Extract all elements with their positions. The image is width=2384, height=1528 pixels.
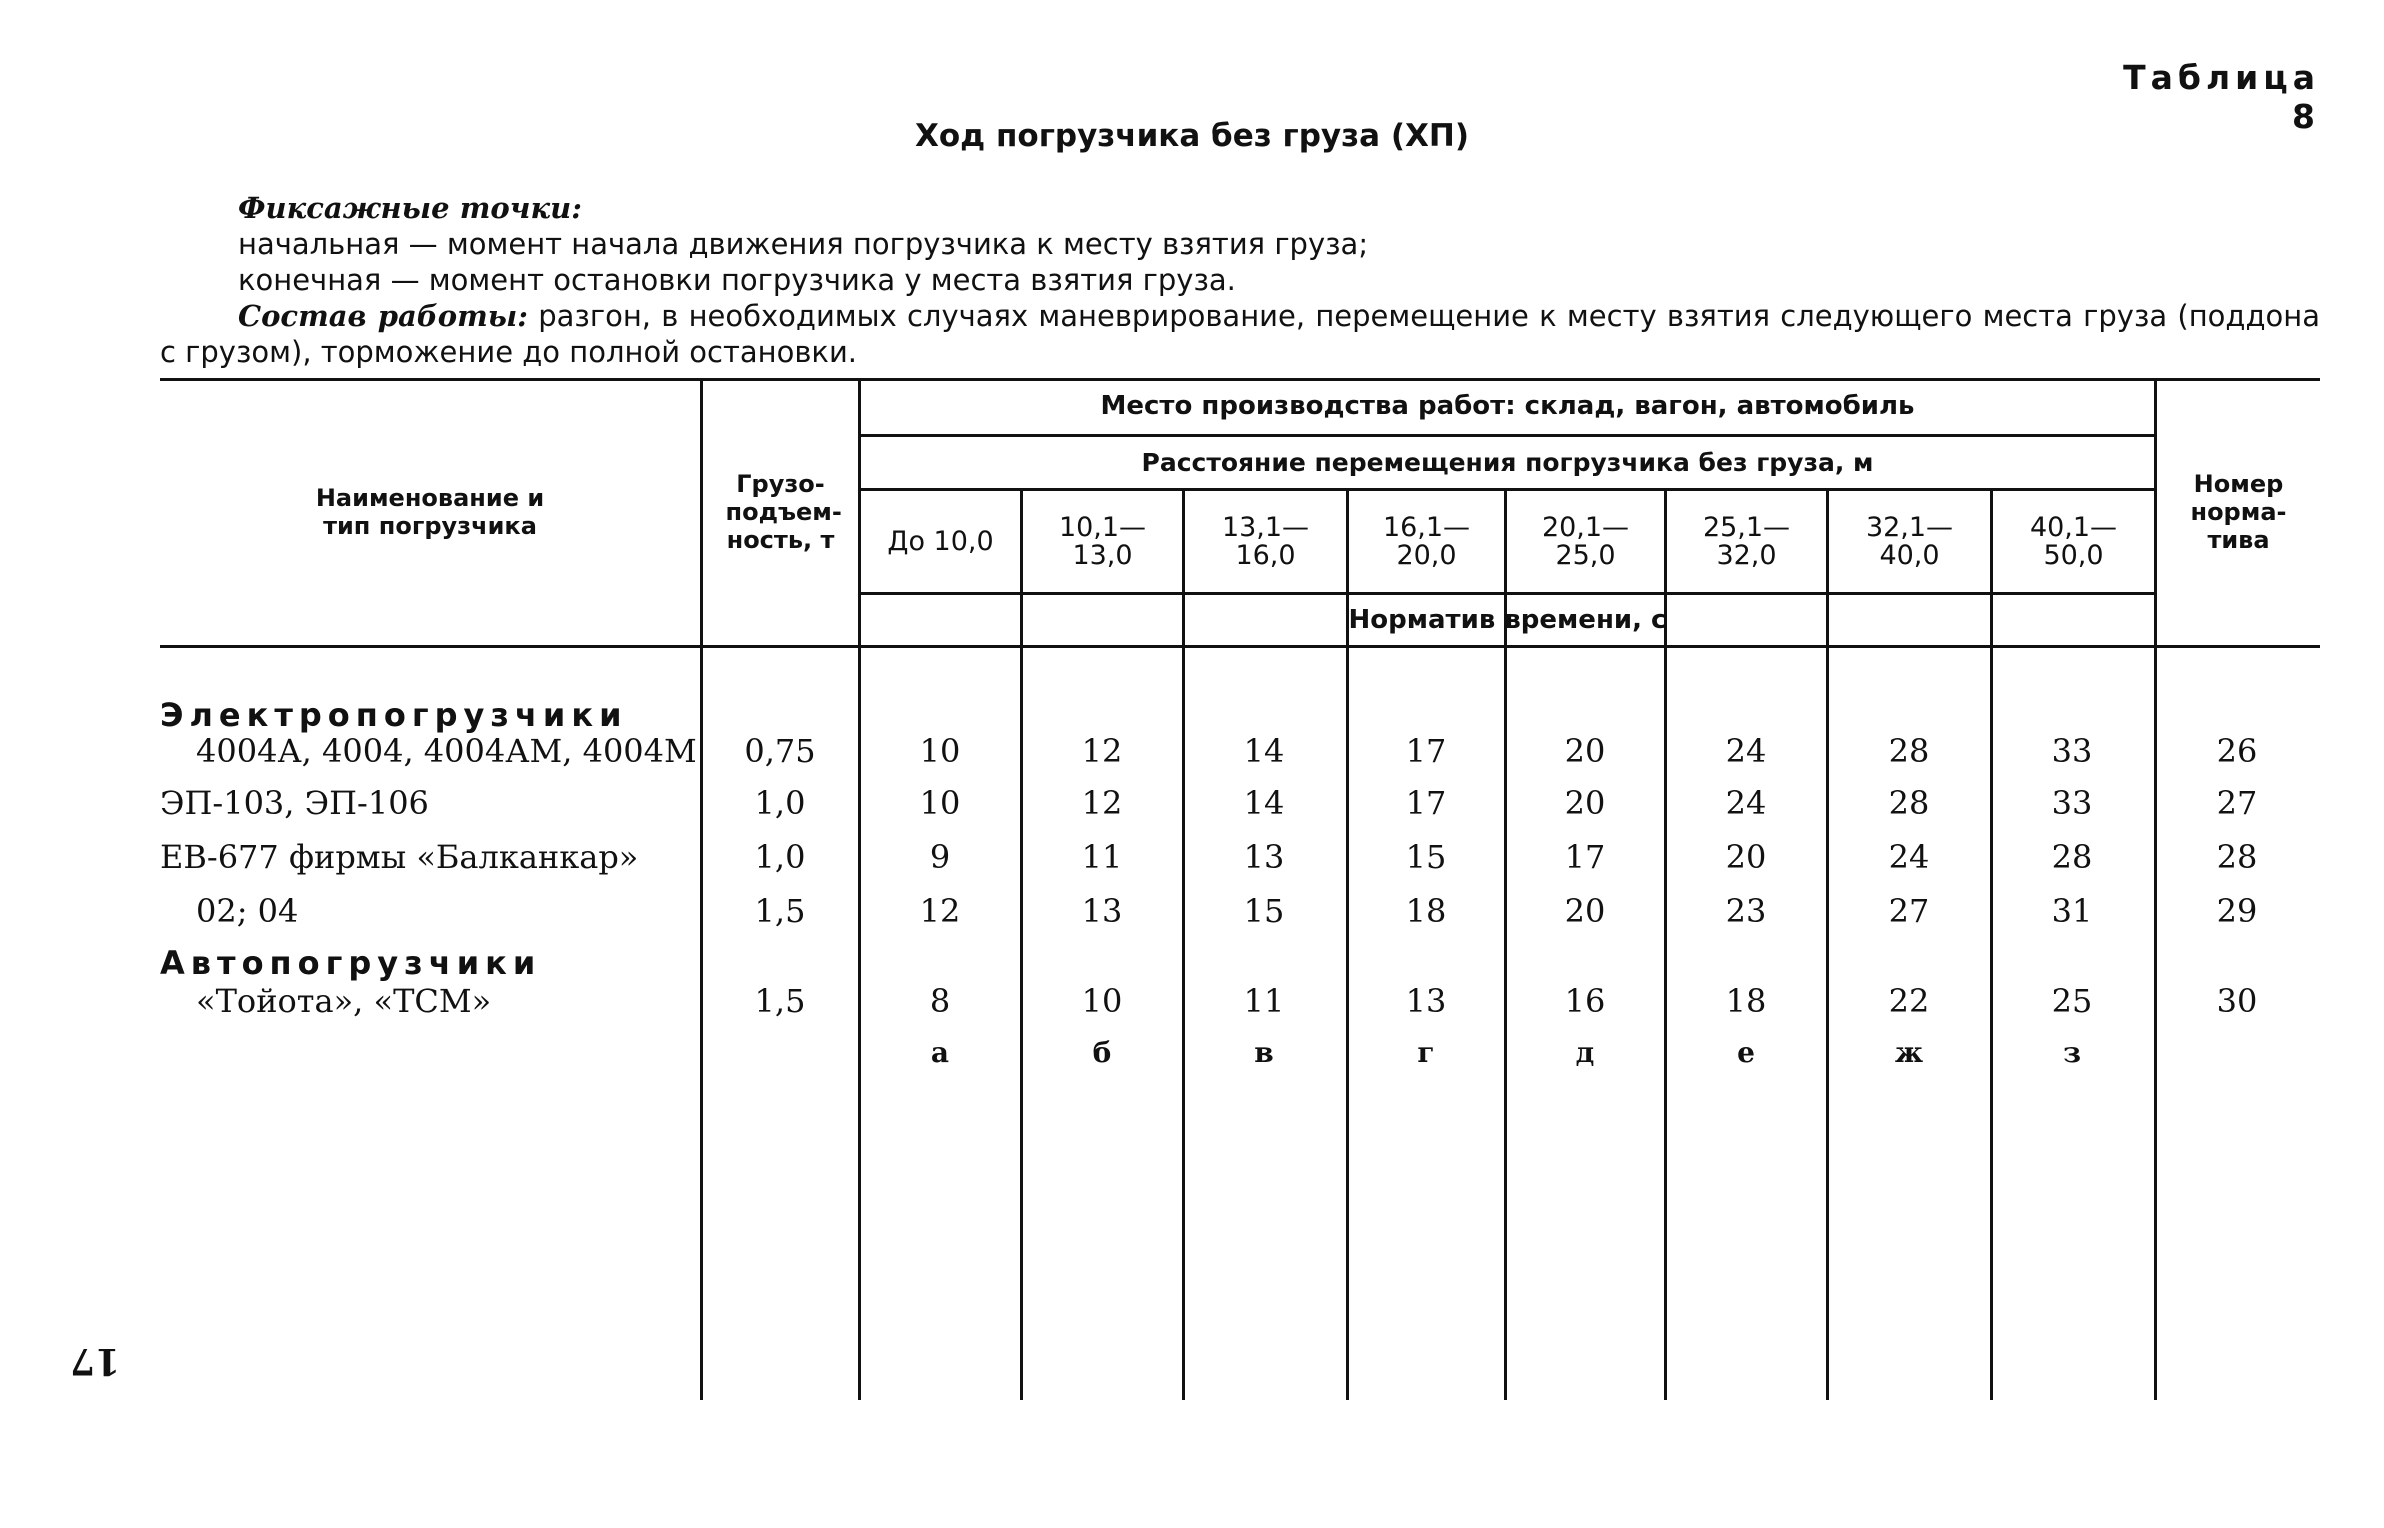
page-number: 17 bbox=[70, 1340, 121, 1382]
row-norm-number: 26 bbox=[2216, 732, 2258, 770]
header-norm-time: Норматив времени, с bbox=[1348, 605, 1667, 635]
header-name: Наименование и тип погрузчика bbox=[315, 483, 545, 540]
row-value: 23 bbox=[1725, 892, 1767, 930]
row-capacity: 0,75 bbox=[744, 732, 816, 770]
header-norm-no: Номер норма-тива bbox=[2190, 469, 2287, 554]
row-value: 12 bbox=[1081, 732, 1123, 770]
row-value: 16 bbox=[1564, 982, 1606, 1020]
row-value: 24 bbox=[1725, 732, 1767, 770]
row-value: 28 bbox=[2051, 838, 2093, 876]
row-capacity: 1,5 bbox=[754, 982, 806, 1020]
row-value: 13 bbox=[1405, 982, 1447, 1020]
header-place: Место производства работ: склад, вагон, автомобиль bbox=[1100, 391, 1915, 421]
header-distance: Расстояние перемещения погрузчика без груза, м bbox=[1141, 447, 1874, 477]
row-capacity: 1,0 bbox=[754, 784, 806, 822]
work-composition bbox=[160, 298, 2320, 370]
column-letter: е bbox=[1737, 1036, 1755, 1069]
work-text: разгон, в необходимых случаях маневрирование, перемещение к месту взятия следующего места груза (поддона с грузом), торможение до полной остановки. bbox=[160, 299, 2320, 369]
fix-start: начальная — момент начала движения погрузчика к месту взятия груза; bbox=[238, 227, 1369, 261]
range-1: 10,1—13,0 bbox=[1058, 511, 1147, 571]
row-value: 11 bbox=[1243, 982, 1285, 1020]
row-capacity: 1,0 bbox=[754, 838, 806, 876]
work-label: Состав работы: bbox=[238, 299, 528, 333]
row-value: 31 bbox=[2051, 892, 2093, 930]
row-name: 4004А, 4004, 4004АМ, 4004М bbox=[196, 732, 697, 770]
column-letter: в bbox=[1254, 1036, 1274, 1069]
column-letter: ж bbox=[1894, 1036, 1924, 1069]
intro bbox=[160, 190, 2320, 298]
row-value: 10 bbox=[919, 784, 961, 822]
row-value: 10 bbox=[1081, 982, 1123, 1020]
row-value: 25 bbox=[2051, 982, 2093, 1020]
fix-label: Фиксажные точки: bbox=[238, 191, 582, 225]
range-3: 16,1—20,0 bbox=[1382, 511, 1471, 571]
row-value: 12 bbox=[919, 892, 961, 930]
row-value: 15 bbox=[1405, 838, 1447, 876]
range-0: До 10,0 bbox=[887, 525, 994, 557]
row-value: 8 bbox=[929, 982, 951, 1020]
row-norm-number: 29 bbox=[2216, 892, 2258, 930]
row-capacity: 1,5 bbox=[754, 892, 806, 930]
row-value: 28 bbox=[1888, 732, 1930, 770]
row-value: 9 bbox=[929, 838, 951, 876]
row-value: 27 bbox=[1888, 892, 1930, 930]
row-value: 20 bbox=[1564, 784, 1606, 822]
row-value: 14 bbox=[1243, 784, 1285, 822]
row-value: 12 bbox=[1081, 784, 1123, 822]
row-value: 18 bbox=[1405, 892, 1447, 930]
row-value: 10 bbox=[919, 732, 961, 770]
row-value: 13 bbox=[1081, 892, 1123, 930]
range-6: 32,1—40,0 bbox=[1865, 511, 1954, 571]
column-letter: г bbox=[1417, 1036, 1435, 1069]
row-value: 17 bbox=[1405, 732, 1447, 770]
row-norm-number: 27 bbox=[2216, 784, 2258, 822]
column-letter: з bbox=[2063, 1036, 2081, 1069]
row-value: 33 bbox=[2051, 784, 2093, 822]
column-letter: б bbox=[1092, 1036, 1112, 1069]
row-value: 17 bbox=[1564, 838, 1606, 876]
column-letter: д bbox=[1575, 1036, 1595, 1069]
row-value: 28 bbox=[1888, 784, 1930, 822]
row-value: 24 bbox=[1888, 838, 1930, 876]
row-norm-number: 30 bbox=[2216, 982, 2258, 1020]
row-value: 20 bbox=[1564, 892, 1606, 930]
table-title: Ход погрузчика без груза (ХП) bbox=[914, 118, 1470, 154]
group-electric: Электропогрузчики bbox=[160, 696, 628, 734]
range-4: 20,1—25,0 bbox=[1541, 511, 1630, 571]
row-name: ЕВ-677 фирмы «Балканкар» bbox=[160, 838, 639, 876]
row-value: 20 bbox=[1564, 732, 1606, 770]
row-value: 22 bbox=[1888, 982, 1930, 1020]
row-value: 24 bbox=[1725, 784, 1767, 822]
row-value: 14 bbox=[1243, 732, 1285, 770]
row-value: 18 bbox=[1725, 982, 1767, 1020]
row-norm-number: 28 bbox=[2216, 838, 2258, 876]
row-value: 20 bbox=[1725, 838, 1767, 876]
row-value: 15 bbox=[1243, 892, 1285, 930]
table-number: Таблица 8 bbox=[2123, 58, 2320, 136]
row-name: 02; 04 bbox=[196, 892, 299, 930]
row-name: ЭП-103, ЭП-106 bbox=[160, 784, 429, 822]
row-value: 13 bbox=[1243, 838, 1285, 876]
column-letter: а bbox=[930, 1036, 950, 1069]
row-value: 17 bbox=[1405, 784, 1447, 822]
header-bottom-rule bbox=[160, 645, 2320, 648]
range-2: 13,1—16,0 bbox=[1221, 511, 1310, 571]
header-capacity: Грузо-подъем-ность, т bbox=[725, 469, 842, 554]
range-5: 25,1—32,0 bbox=[1702, 511, 1791, 571]
row-value: 33 bbox=[2051, 732, 2093, 770]
range-7: 40,1—50,0 bbox=[2029, 511, 2118, 571]
group-auto: Автопогрузчики bbox=[160, 944, 542, 982]
fix-end: конечная — момент остановки погрузчика у места взятия груза. bbox=[238, 263, 1236, 297]
row-name: «Тойота», «ТСМ» bbox=[196, 982, 492, 1020]
row-value: 11 bbox=[1081, 838, 1123, 876]
